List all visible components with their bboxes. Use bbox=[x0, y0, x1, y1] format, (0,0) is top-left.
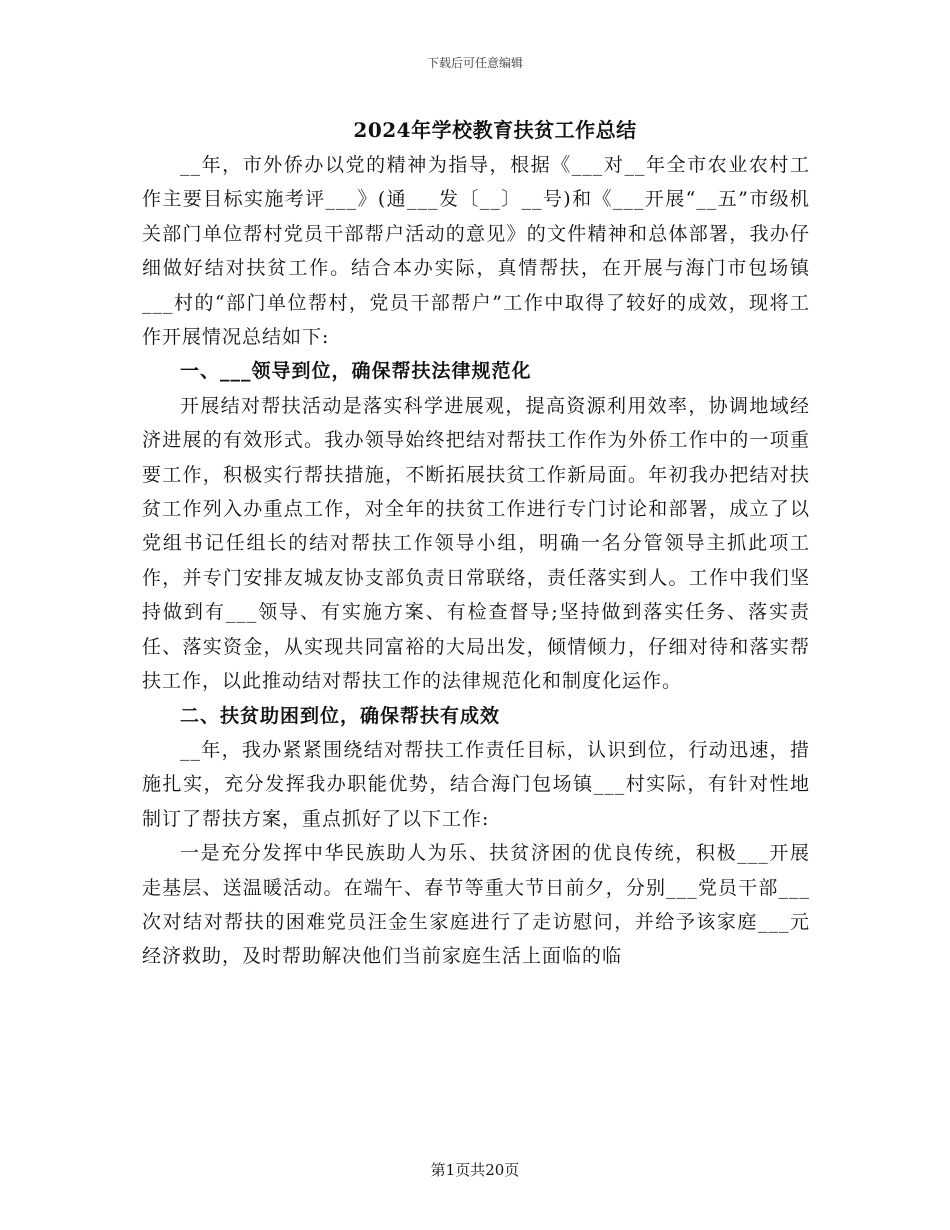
paragraph-section-2-item-1: 一是充分发挥中华民族助人为乐、扶贫济困的优良传统，积极___开展走基层、送温暖活动。在端午、春节等重大节日前夕，分别___党员干部___次对结对帮扶的困难党员汪金生家庭进行了走访慰问，并给予该家庭___元经济救助，及时帮助解决他们当前家庭生活上面临的临 bbox=[142, 842, 810, 968]
document-title: 2024年学校教育扶贫工作总结 bbox=[353, 118, 637, 142]
paragraph-intro: __年，市外侨办以党的精神为指导，根据《___对__年全市农业农村工作主要目标实施考评___》(通___发〔__〕__号)和《___开展“__五”市级机关部门单位帮村党员干部帮户活动的意见》的文件精神和总体部署，我办仔细做好结对扶贫工作。结合本办实际，真情帮扶，在开展与海门市包场镇___村的“部门单位帮村，党员干部帮户”工作中取得了较好的成效，现将工作开展情况总结如下: bbox=[142, 154, 810, 349]
section-heading-1: 一、___领导到位，确保帮扶法律规范化 bbox=[180, 360, 532, 383]
paragraph-section-2-intro: __年，我办紧紧围绕结对帮扶工作责任目标，认识到位，行动迅速，措施扎实，充分发挥我办职能优势，结合海门包场镇___村实际，有针对性地制订了帮扶方案，重点抓好了以下工作: bbox=[142, 738, 810, 830]
paragraph-section-1: 开展结对帮扶活动是落实科学进展观，提高资源利用效率，协调地域经济进展的有效形式。我办领导始终把结对帮扶工作作为外侨工作中的一项重要工作，积极实行帮扶措施，不断拓展扶贫工作新局面。年初我办把结对扶贫工作列入办重点工作，对全年的扶贫工作进行专门讨论和部署，成立了以党组书记任组长的结对帮扶工作领导小组，明确一名分管领导主抓此项工作，并专门安排友城友协支部负责日常联络，责任落实到人。工作中我们坚持做到有___领导、有实施方案、有检查督导;坚持做到落实任务、落实责任、落实资金，从实现共同富裕的大局出发，倾情倾力，仔细对待和落实帮扶工作，以此推动结对帮扶工作的法律规范化和制度化运作。 bbox=[142, 394, 810, 693]
section-heading-2: 二、扶贫助困到位，确保帮扶有成效 bbox=[180, 704, 501, 727]
document-body bbox=[142, 148, 810, 974]
page-number: 第1页共20页 bbox=[430, 1161, 520, 1179]
header-note: 下载后可任意编辑 bbox=[426, 56, 523, 70]
